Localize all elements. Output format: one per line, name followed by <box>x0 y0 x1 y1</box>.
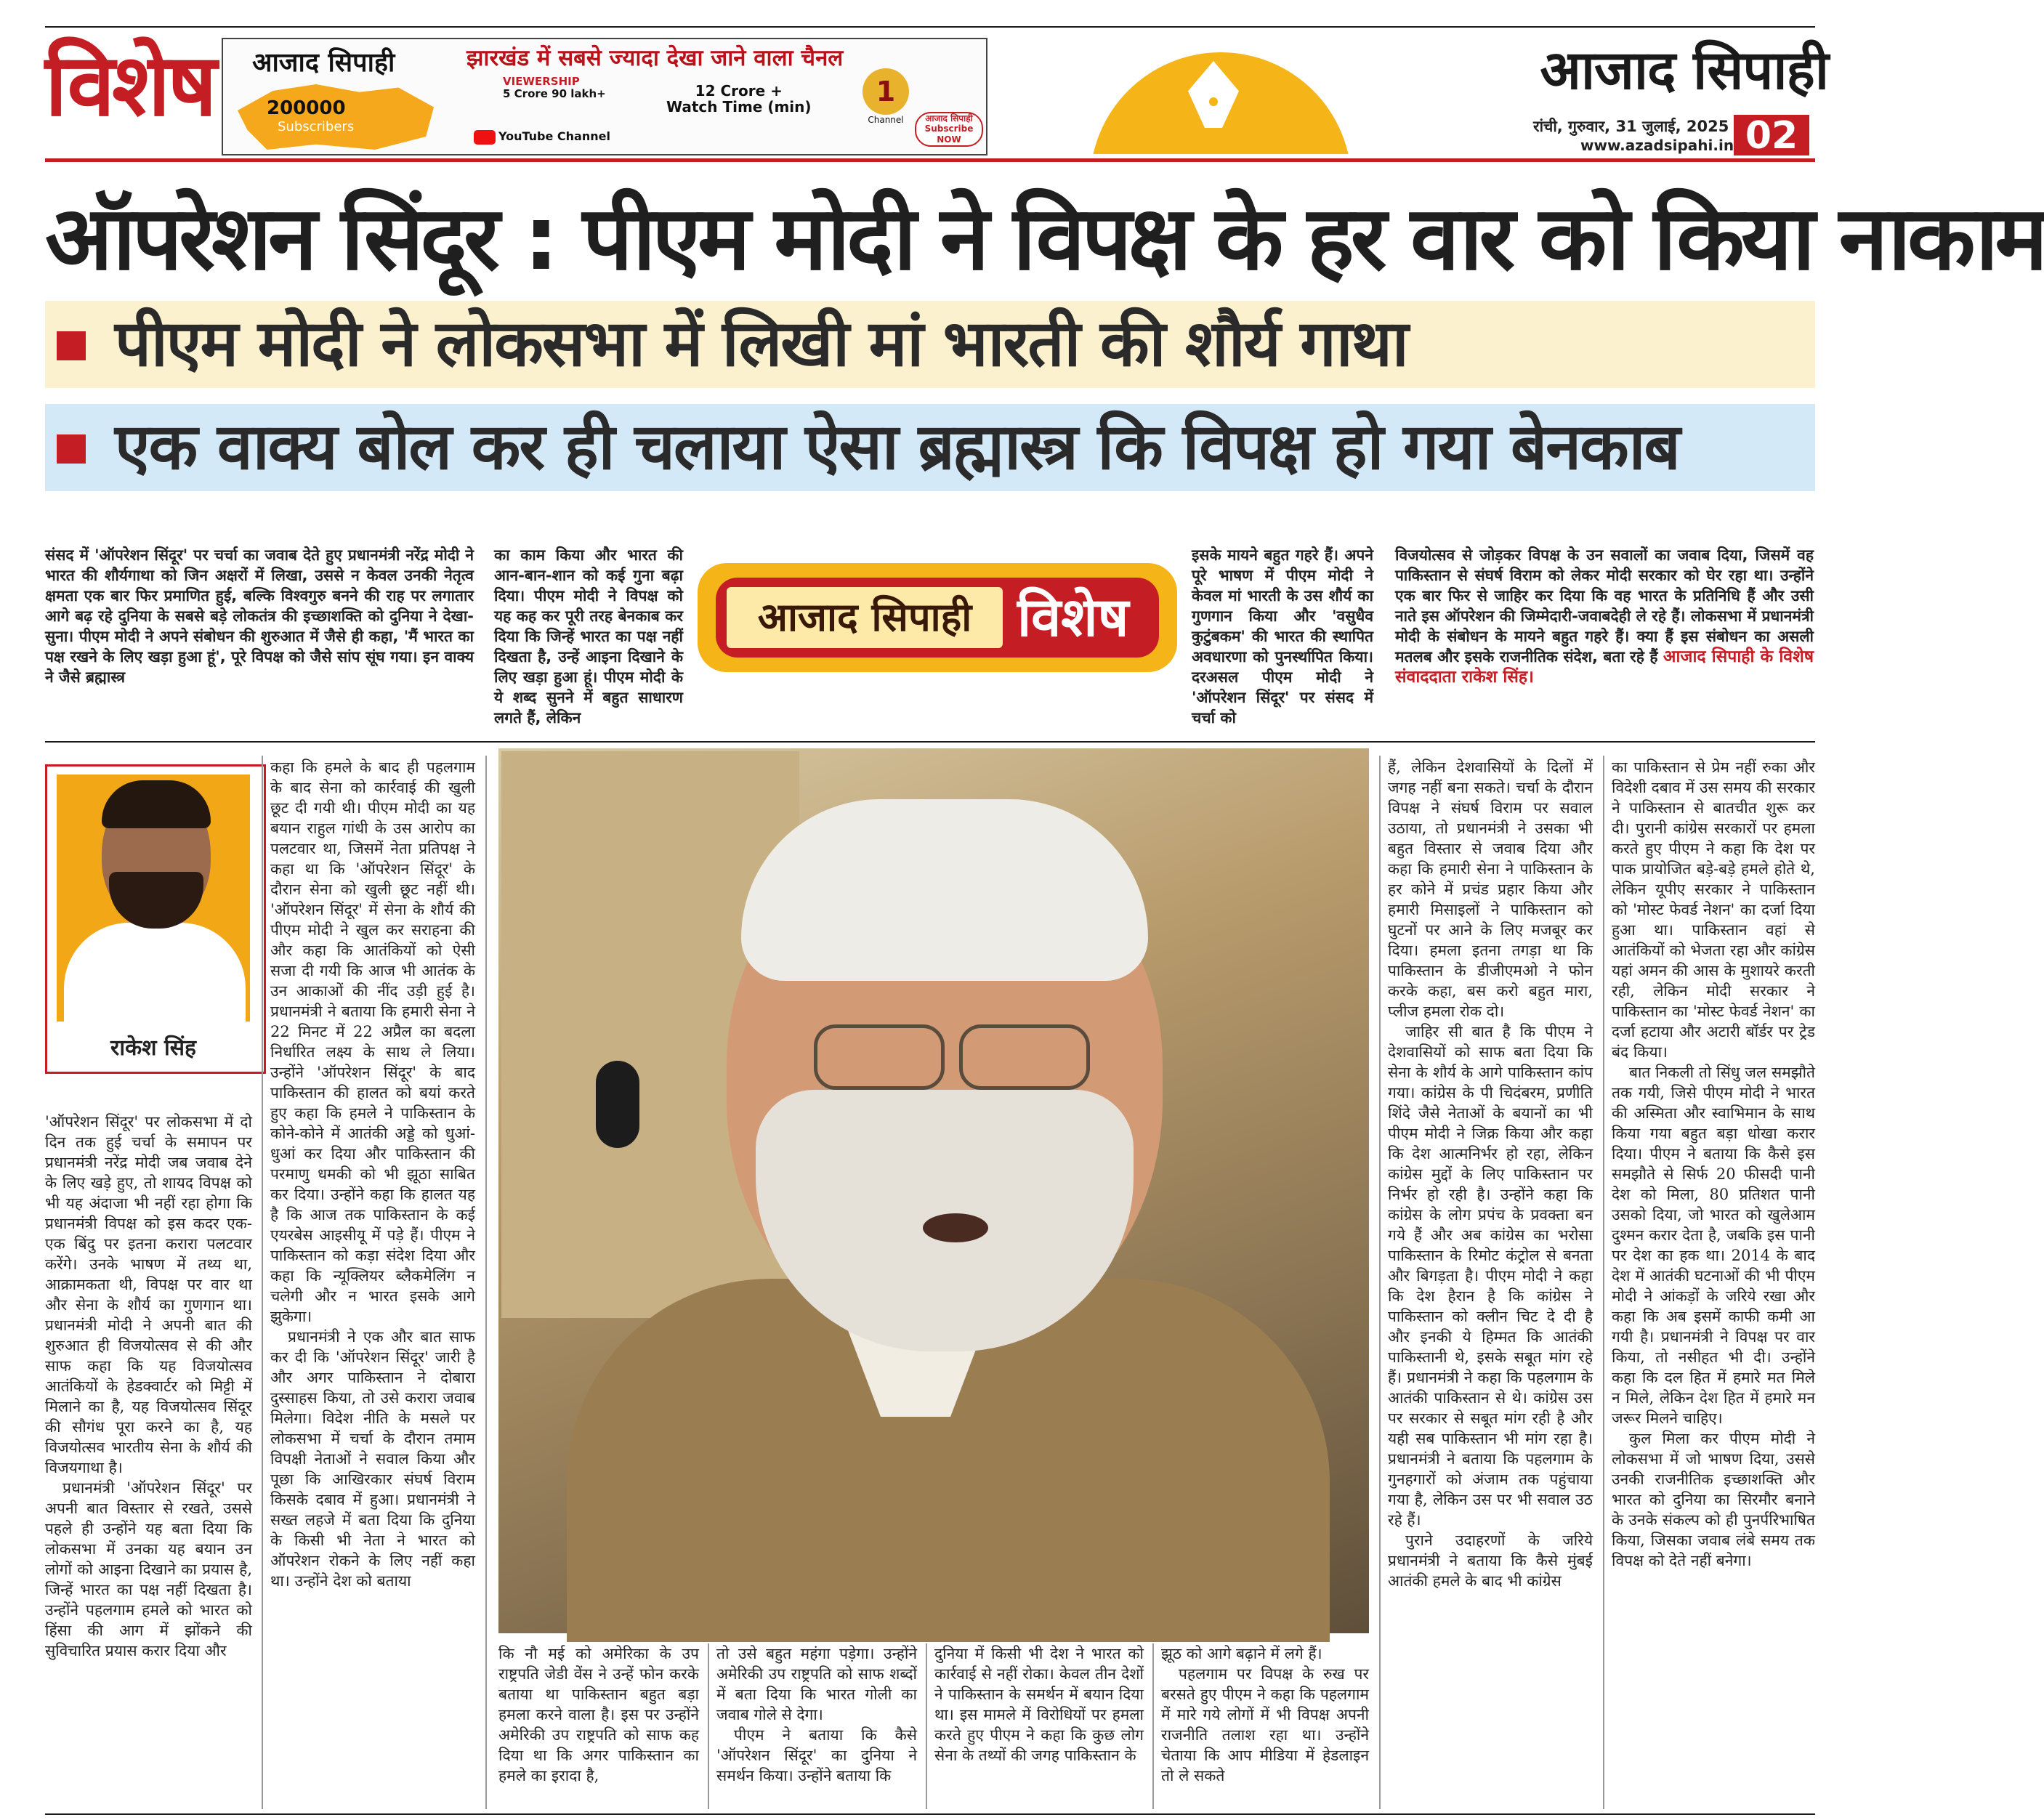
body-column-f <box>1161 1643 1369 1809</box>
website-link[interactable]: www.azadsipahi.in <box>1580 137 1734 154</box>
intro-column-3: इसके मायने बहुत गहरे हैं। अपने पूरे भाषण में पीएम मोदी ने केवल मां भारती के उस शौर्य का गुणगान किया और 'वसुधैव कुटुंबकम' की भारत की स्थापित अवधारणा को पुनर्स्थापित किया। दरअसल पीएम मोदी ने 'ऑपरेशन सिंदूर' पर संसद में चर्चा को <box>1192 546 1373 727</box>
column-divider <box>926 1643 927 1809</box>
subscriber-label: Subscribers <box>278 119 355 134</box>
body-column-d <box>716 1643 917 1809</box>
paragraph: तो उसे बहुत महंगा पड़ेगा। उन्होंने अमेरिकी उप राष्ट्रपति को साफ शब्दों में बता दिया कि भारत गोली का जवाब गोले से देगा। <box>716 1645 917 1723</box>
medal-label: Channel <box>868 115 904 125</box>
paragraph: कुल मिला कर पीएम मोदी ने लोकसभा में जो भाषण दिया, उससे उनकी राजनीतिक इच्छाशक्ति और भारत को दुनिया का सिरमौर बनाने के उनके संकल्प को ही पुनर्परिभाषित किया, जिसका जवाब लंबे समय तक विपक्ष को देते नहीं बनेगा। <box>1612 1430 1815 1569</box>
youtube-label <box>474 129 610 145</box>
main-headline: ऑपरेशन सिंदूर : पीएम मोदी ने विपक्ष के हर वार को किया नाकाम <box>45 187 2044 290</box>
body-column-g <box>1388 757 1593 1809</box>
watch-time: 12 Crore + Watch Time (min) <box>666 82 812 116</box>
intro-column-2-tail <box>494 689 916 740</box>
bottom-rule <box>45 1813 1815 1815</box>
top-rule <box>45 26 1815 28</box>
paragraph: जाहिर सी बात है कि पीएम ने देशवासियों को साफ बता दिया कि सेना के शौर्य के आगे पाकिस्तान कांप गया। कांग्रेस के पी चिदंबरम, प्रणीति शिंदे जैसे नेताओं के बयानों का भी पीएम मोदी ने जिक्र किया और कहा कि देश आत्मनिर्भर हो रहा, लेकिन कांग्रेस मुद्दों के लिए पाकिस्तान पर निर्भर हो रही है। उन्होंने कहा कि कांग्रेस के लोग प्रपंच के प्रवक्ता बन गये हैं और अब कांग्रेस का भरोसा पाकिस्तान के रिमोट कंट्रोल से बनता और बिगड़ता है। पीएम मोदी ने कहा कि देश हैरान है कि कांग्रेस ने पाकिस्तान को क्लीन चिट दे दी है और इनकी ये हिम्मत कि आतंकी पाकिस्तानी थे, इसके सबूत मांग रहे हैं। प्रधानमंत्री ने कहा कि पहलगाम के आतंकी पाकिस्तान से थे। कांग्रेस उस पर सरकार से सबूत मांग रही है और यही सब पाकिस्तान भी मांग रहा है। प्रधानमंत्री ने बताया कि पहलगाम के गुनहगारों को अंजाम तक पहुंचाया गया है, लेकिन उस पर भी सवाल उठ रहे हैं। <box>1388 1023 1593 1529</box>
banner-brand: आजाद सिपाही <box>252 48 395 78</box>
body-column-b <box>270 757 475 1809</box>
deck-2-text: एक वाक्य बोल कर ही चलाया ऐसा ब्रह्मास्त्र कि विपक्ष हो गया बेनकाब <box>115 409 1679 484</box>
intro-column-4 <box>1395 545 1814 740</box>
pen-nib-hole <box>1209 97 1218 106</box>
intro-rule <box>45 741 1815 743</box>
body-column-e <box>934 1643 1144 1809</box>
youtube-icon <box>474 130 496 145</box>
bullet-square-icon <box>57 331 86 360</box>
paragraph: हैं, लेकिन देशवासियों के दिलों में जगह नहीं बना सकते। चर्चा के दौरान विपक्ष ने संघर्ष विराम पर सवाल उठाया, तो प्रधानमंत्री ने उसका भी बहुत विस्तार से जवाब दिया और कहा कि हमारी सेना ने पाकिस्तान के हर कोने में प्रचंड प्रहार किया और हमारी मिसाइलों ने पाकिस्तान को घुटनों पर आने के लिए मजबूर कर दिया। हमला इतना तगड़ा था कि पाकिस्तान के डीजीएमओ ने फोन करके कहा, बस करो बहुत मारा, प्लीज हमला रोक दो। <box>1388 759 1593 1020</box>
paragraph: पीएम ने बताया कि कैसे 'ऑपरेशन सिंदूर' का दुनिया ने समर्थन किया। उन्होंने बताया कि <box>716 1726 917 1784</box>
photo-glasses-right <box>959 1024 1090 1090</box>
intro-column-1: संसद में 'ऑपरेशन सिंदूर' पर चर्चा का जवाब देते हुए प्रधानमंत्री नरेंद्र मोदी ने भारत की शौर्यगाथा को जिन अक्षरों में लिखा, उससे न केवल उनकी नेतृत्व क्षमता एक बार फिर प्रमाणित हुई, बल्कि विश्वगुरु बनने की राह पर लगातार आगे बढ़ रहे दुनिया के सबसे बड़े लोकतंत्र की इच्छाशक्ति को दुनिया ने देखा-सुना। पीएम मोदी ने अपने संबोधन की शुरुआत में जैसे ही कहा, 'मैं भारत का पक्ष रखने के लिए खड़ा हुआ हूं', पूरे विपक्ष को जैसे सांप सूंघ गया। इन वाक्य ने जैसे ब्रह्मास्त्र <box>45 546 474 686</box>
deck-1 <box>45 301 1815 388</box>
photo-mouth <box>923 1213 988 1242</box>
subscriber-count: 200000 <box>267 97 346 119</box>
body-column-a <box>45 1112 252 1809</box>
masthead-rule <box>45 158 1815 162</box>
byline: आजाद सिपाही के विशेष संवाददाता राकेश सिंह। <box>1395 647 1814 687</box>
column-divider <box>262 756 263 1809</box>
column-divider <box>1603 756 1604 1809</box>
column-divider <box>485 756 487 1809</box>
newspaper-brand: आजाद सिपाही <box>1540 39 1828 102</box>
column-divider <box>708 1643 709 1809</box>
bullet-square-icon <box>57 434 86 464</box>
paragraph: दुनिया में किसी भी देश ने भारत को कार्रवाई से नहीं रोका। केवल तीन देशों ने पाकिस्तान के समर्थन में बयान दिया था। इस मामले में विरोधियों पर हमला करते हुए पीएम ने कहा कि कुछ लोग सेना के तथ्यों की जगह पाकिस्तान के <box>934 1645 1144 1764</box>
stamp-vishesh: विशेष <box>1017 586 1129 649</box>
paragraph: 'ऑपरेशन सिंदूर' पर लोकसभा में दो दिन तक हुई चर्चा के समापन पर प्रधानमंत्री नरेंद्र मोदी जब जवाब देने के लिए खड़े हुए, तो शायद विपक्ष को भी यह अंदाजा भी नहीं रहा होगा कि प्रधानमंत्री विपक्ष को इस कदर एक-एक बिंदु पर इतना करारा पलटवार करेंगे। उनके भाषण में तथ्य था, आक्रामकता थी, विपक्ष पर वार था और सेना के शौर्य का गुणगान था। प्रधानमंत्री मोदी ने अपनी बात की शुरुआत ही विजयोत्सव से की और साफ कहा कि यह विजयोत्सव आतंकियों के हेडक्वार्टर को मिट्टी में मिलाने का है, यह विजयोत्सव सिंदूर की सौगंध पूरा करने का है, यह विजयोत्सव भारतीय सेना के शौर्य की विजयगाथा है। <box>45 1113 252 1476</box>
paragraph: बात निकली तो सिंधु जल समझौते तक गयी, जिसे पीएम मोदी ने भारत की अस्मिता और स्वाभिमान के साथ किया गया बहुत बड़ा धोखा करार दिया। पीएम ने बताया कि कैसे इस समझौते से सिर्फ 20 फीसदी पानी देश को मिला, 80 प्रतिशत पानी उसको दिया, जो भारत को खुलेआम दुश्मन करार देता है, जबकि इस पानी पर देश का हक था। 2014 के बाद देश में आतंकी घटनाओं की भी पीएम मोदी ने आंकड़ों के जरिये रखा और कहा कि अब इसमें काफी कमी आ गयी है। प्रधानमंत्री ने विपक्ष पर वार किया, तो नसीहत भी दी। उन्होंने कहा कि दल हित में हमारे मत मिले न मिले, लेकिन देश हित में हमारे मन जरूर मिलने चाहिए। <box>1612 1064 1815 1427</box>
stamp-brand: आजाद सिपाही <box>727 587 1003 648</box>
viewership-label: VIEWERSHIP <box>503 75 580 88</box>
paragraph: कहा कि हमले के बाद ही पहलगाम के बाद सेना को कार्रवाई की खुली छूट दी गयी थी। पीएम मोदी का यह बयान राहुल गांधी के उस आरोप का पलटवार था, जिसमें नेता प्रतिपक्ष ने कहा था कि 'ऑपरेशन सिंदूर' के दौरान सेना को खुली छूट नहीं थी। 'ऑपरेशन सिंदूर' में सेना के शौर्य की पीएम मोदी ने खुल कर सराहना की और कहा कि आतंकियों को ऐसी सजा दी गयी कि आज भी आतंक के उन आकाओं की नींद उड़ी हुई है। प्रधानमंत्री ने बताया कि हमारी सेना ने 22 मिनट में 22 अप्रैल का बदला निर्धारित लक्ष्य के साथ ले लिया। उन्होंने 'ऑपरेशन सिंदूर' के बाद पाकिस्तान की हालत को बयां करते हुए कहा कि हमले ने पाकिस्तान के कोने-कोने में आतंकी अड्डे को धुआं-धुआं कर दिया और पाकिस्तान की परमाणु धमकी को भी झूठा साबित कर दिया। उन्होंने कहा कि हालत यह है कि आज तक पाकिस्तान के कई एयरबेस आइसीयू में पड़े हैं। पीएम ने पाकिस्तान को कड़ा संदेश दिया और कहा कि न्यूक्लियर ब्लैकमेलिंग न चलेगी और न भारत इसके आगे झुकेगा। <box>270 759 475 1325</box>
deck-1-text: पीएम मोदी ने लोकसभा में लिखी मां भारती की शौर्य गाथा <box>115 306 1407 381</box>
viewership <box>503 76 606 100</box>
author-name: राकेश सिंह <box>110 1035 196 1061</box>
paragraph: पहलगाम पर विपक्ष के रुख पर बरसते हुए पीएम ने कहा कि पहलगाम में मारे गये लोगों में भी विपक्ष अपनी राजनीति तलाश रहा था। उन्होंने चेताया कि आप मीडिया में हेडलाइन तो ले सकते <box>1161 1665 1369 1784</box>
author-photo-shirt <box>64 923 246 1024</box>
intro-column-4-text: विजयोत्सव से जोड़कर विपक्ष के उन सवालों का जवाब दिया, जिसमें वह पाकिस्तान से संघर्ष विराम को लेकर मोदी सरकार को घेर रहा था। उन्होंने एक बार फिर से जाहिर कर दिया कि वह भारत के प्रतिनिधि हैं और उसी नाते इस ऑपरेशन की जिम्मेदारी-जवाबदेही ले रहे हैं। लोकसभा में प्रधानमंत्री मोदी के संबोधन के मायने बहुत गहरे हैं। क्या हैं इस संबोधन का असली मतलब और इसके राजनीतिक संदेश, बता रहे हैं <box>1395 546 1814 666</box>
column-divider <box>1379 756 1381 1809</box>
paragraph: का पाकिस्तान से प्रेम नहीं रुका और विदेशी दबाव में उस समय की सरकार ने पाकिस्तान से बातचीत शुरू कर दी। पुरानी कांग्रेस सरकारों पर हमला करते हुए पीएम ने कहा कि देश पर पाक प्रायोजित बड़े-बड़े हमले होते थे, लेकिन यूपीए सरकार ने पाकिस्तान को 'मोस्ट फेवर्ड नेशन' का दर्जा दिया हुआ था। पाकिस्तान वहां से आतंकियों को भेजता रहा और कांग्रेस यहां अमन की आस के मुशायरे करती रही, लेकिन मोदी सरकार ने पाकिस्तान का 'मोस्ट फेवर्ड नेशन' का दर्जा हटाया और अटारी बॉर्डर पर ट्रेड बंद किया। <box>1612 759 1815 1061</box>
dateline: रांची, गुरुवार, 31 जुलाई, 2025 <box>1533 118 1729 135</box>
paragraph: झूठ को आगे बढ़ाने में लगे हैं। <box>1161 1645 1322 1662</box>
body-column-c <box>498 1643 699 1809</box>
youtube-channel-banner[interactable] <box>222 38 987 155</box>
body-column-h <box>1612 757 1815 1809</box>
paragraph: पुराने उदाहरणों के जरिये प्रधानमंत्री ने बताया कि कैसे मुंबई आतंकी हमले के बाद भी कांग्रेस <box>1388 1532 1593 1590</box>
paragraph: प्रधानमंत्री 'ऑपरेशन सिंदूर' पर अपनी बात विस्तार से रखते, उससे पहले ही उन्होंने यह बता दिया कि लोकसभा में उनका यह बयान उन लोगों को आइना दिखाने का प्रयास है, जिन्हें भारत का पक्ष नहीं दिखता है। उन्होंने पहलगाम हमले को भारत को हिंसा की आग में झोंकने की सुविचारित प्रयास करार दिया और <box>45 1479 252 1659</box>
banner-tagline: झारखंड में सबसे ज्यादा देखा जाने वाला चैनल <box>466 45 844 71</box>
photo-glasses-left <box>814 1024 945 1090</box>
medal-icon: 1 <box>863 68 909 115</box>
deck-2 <box>45 404 1815 491</box>
paragraph: कि नौ मई को अमेरिका के उप राष्ट्रपति जेडी वेंस ने उन्हें फोन करके बताया था पाकिस्तान बहुत बड़ा हमला करने वाला है। इस पर उन्होंने अमेरिकी उप राष्ट्रपति को साफ कह दिया था कि अगर पाकिस्तान का हमले का इरादा है, <box>498 1645 699 1784</box>
page-number: 02 <box>1734 115 1809 155</box>
subscribe-now-button[interactable]: आजाद सिपाही Subscribe NOW <box>915 112 983 147</box>
column-divider <box>1152 1643 1154 1809</box>
viewership-value: 5 Crore 90 lakh+ <box>503 86 606 100</box>
photo-earpiece <box>596 1061 639 1148</box>
photo-hair <box>741 799 1148 981</box>
paragraph: प्रधानमंत्री ने एक और बात साफ कर दी कि 'ऑपरेशन सिंदूर' जारी है और अगर पाकिस्तान ने दोबारा दुस्साहस किया, तो उसे करारा जवाब मिलेगा। विदेश नीति के मसले पर लोकसभा में चर्चा के दौरान तमाम विपक्षी नेताओं ने सवाल किया और पूछा कि आखिरकार संघर्ष विराम किसके दबाव में हुआ। प्रधानमंत्री ने सख्त लहजे में बता दिया कि दुनिया के किसी भी नेता ने भारत को ऑपरेशन रोकने के लिए नहीं कहा था। उन्होंने देश को बताया <box>270 1328 475 1590</box>
intro-column-2: का काम किया और भारत की आन-बान-शान को कई गुना बढ़ा दिया। पीएम मोदी ने विपक्ष को यह कह कर पूरी तरह बेनकाब कर दिया कि जिन्हें भारत का पक्ष नहीं दिखता है, उन्हें आइना दिखाने के लिए खड़ा हुआ हूं। पीएम मोदी के ये शब्द सुनने में बहुत साधारण लगते हैं, लेकिन <box>494 546 683 727</box>
youtube-label-text: YouTube Channel <box>498 129 610 143</box>
section-logo: विशेष <box>45 35 214 135</box>
